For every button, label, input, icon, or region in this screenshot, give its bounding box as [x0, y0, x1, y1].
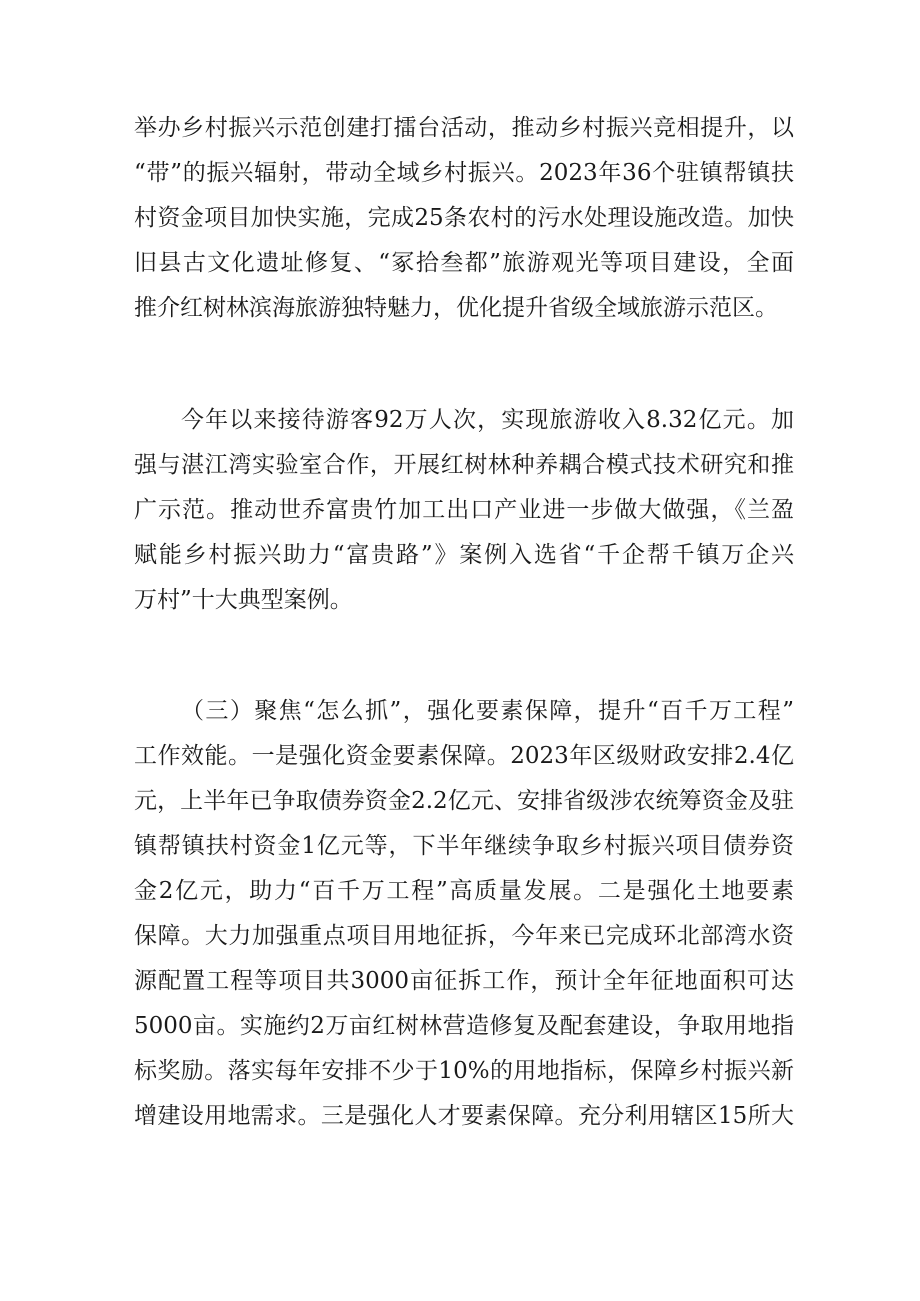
text-line: 推介红树林滨海旅游独特魅力，优化提升省级全域旅游示范区。: [134, 295, 778, 321]
text-line: 举办乡村振兴示范创建打擂台活动，推动乡村振兴竞相提升，以: [134, 115, 794, 141]
text-line: 元，上半年已争取债券资金2.2亿元、安排省级涉农统筹资金及驻: [134, 788, 794, 814]
text-line: 保障。大力加强重点项目用地征拆，今年来已完成环北部湾水资: [134, 923, 794, 949]
text-line: 镇帮镇扶村资金1亿元等，下半年继续争取乡村振兴项目债券资: [134, 833, 794, 859]
text-line: 村资金项目加快实施，完成25条农村的污水处理设施改造。加快: [134, 205, 794, 231]
text-line: 今年以来接待游客92万人次，实现旅游收入8.32亿元。加: [181, 407, 794, 433]
text-line: 增建设用地需求。三是强化人才要素保障。充分利用辖区15所大: [134, 1103, 794, 1129]
text-line: 标奖励。落实每年安排不少于10%的用地指标，保障乡村振兴新: [134, 1058, 794, 1084]
text-line: 万村”十大典型案例。: [134, 587, 353, 613]
text-line: 强与湛江湾实验室合作，开展红树林种养耦合模式技术研究和推: [134, 452, 794, 478]
text-line: 工作效能。一是强化资金要素保障。2023年区级财政安排2.4亿: [134, 743, 794, 769]
text-line: 5000亩。实施约2万亩红树林营造修复及配套建设，争取用地指: [134, 1013, 794, 1039]
text-line: 赋能乡村振兴助力“富贵路”》案例入选省“千企帮千镇万企兴: [134, 542, 794, 568]
text-line: 广示范。推动世乔富贵竹加工出口产业进一步做大做强，《兰盈: [134, 497, 794, 523]
text-line: “带”的振兴辐射，带动全域乡村振兴。2023年36个驻镇帮镇扶: [134, 160, 794, 186]
section-heading-line: （三）聚焦“怎么抓”，强化要素保障，提升“百千万工程”: [181, 698, 794, 724]
text-line: 源配置工程等项目共3000亩征拆工作，预计全年征地面积可达: [134, 968, 794, 994]
text-line: 金2亿元，助力“百千万工程”高质量发展。二是强化土地要素: [134, 878, 794, 904]
text-line: 旧县古文化遗址修复、“冢拾叁都”旅游观光等项目建设，全面: [134, 250, 794, 276]
